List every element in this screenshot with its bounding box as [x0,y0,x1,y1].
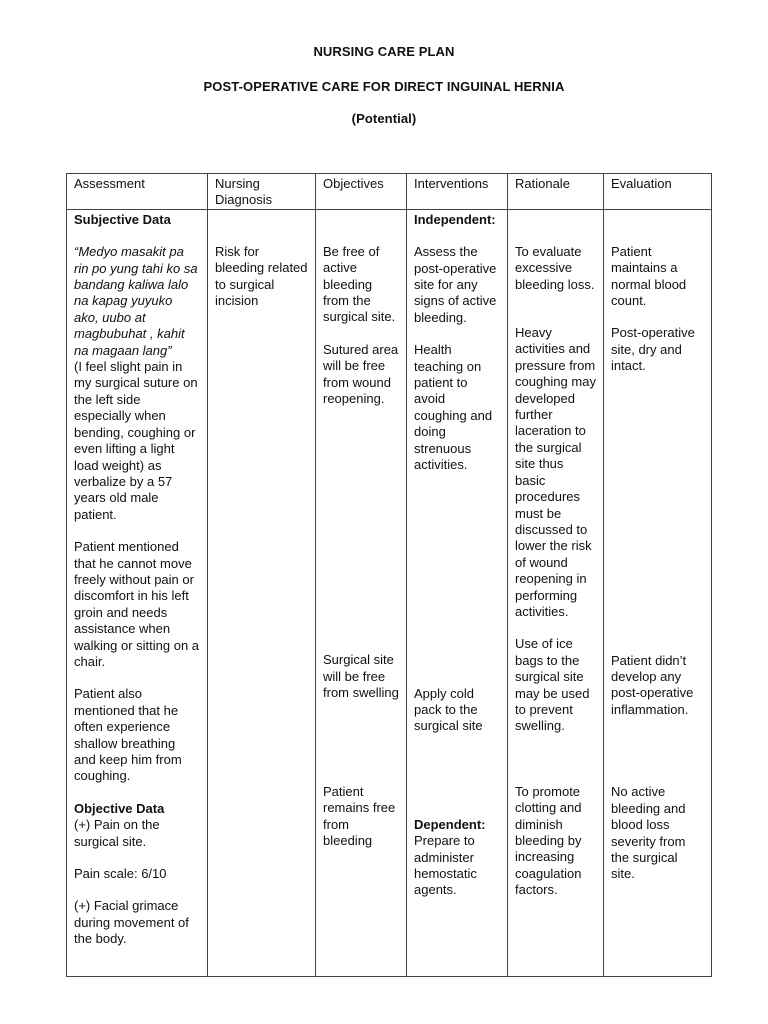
rationale-item: Heavy activities and pressure from coughing may developed further laceration to the surgical site thus basic procedures must be discussed to lower the risk of wound reopening in performing activities. [515,325,596,619]
header-evaluation: Evaluation [604,174,712,210]
dependent-heading: Dependent: [414,816,486,832]
interventions-cell [407,209,508,976]
table-body-row [67,209,712,976]
objectives-cell [316,209,407,976]
assessment-note-mobility: Patient mentioned that he cannot move freely without pain or discomfort in his left groin and needs assistance when walking or sitting on a chair. [74,539,200,669]
header-nursing-diagnosis: Nursing Diagnosis [208,174,316,210]
care-plan-category: (Potential) [351,111,417,126]
subjective-data-heading: Subjective Data [74,211,171,227]
rationale-item: To evaluate excessive bleeding loss. [515,243,595,292]
care-plan-table [66,173,712,977]
header-objectives: Objectives [316,174,407,210]
evaluation-item: Post-operative site, dry and intact. [611,325,695,374]
objective-pain: (+) Pain on the surgical site. [74,817,160,849]
table-header-row [67,174,712,210]
intervention-item: Health teaching on patient to avoid coughing and doing strenuous activities. [414,342,493,473]
evaluation-item: No active bleeding and blood loss severity from the surgical site. [611,784,686,882]
assessment-note-breathing: Patient also mentioned that he often experience shallow breathing and keep him from coughing. [74,686,182,784]
rationale-item: To promote clotting and diminish bleeding by increasing coagulation factors. [515,783,582,898]
rationale-item: Use of ice bags to the surgical site may be used to prevent swelling. [515,636,590,734]
assessment-cell [67,209,208,976]
rationale-cell [508,209,604,976]
objective-item: Be free of active bleeding from the surgical site. [323,243,396,325]
objective-item: Surgical site will be free from swelling [323,652,399,701]
evaluation-cell [604,209,712,976]
header-assessment: Assessment [67,174,208,210]
document-subtitle: POST-OPERATIVE CARE FOR DIRECT INGUINAL HERNIA [203,79,565,94]
intervention-item: Apply cold pack to the surgical site [414,685,483,734]
diagnosis-cell [208,209,316,976]
nursing-diagnosis-text: Risk for bleeding related to surgical incision [215,243,308,309]
objective-pain-scale: Pain scale: 6/10 [74,866,167,882]
header-interventions: Interventions [407,174,508,210]
evaluation-item: Patient maintains a normal blood count. [611,243,687,309]
objective-item: Sutured area will be free from wound reopening. [323,341,399,407]
evaluation-item: Patient didn’t develop any post-operative inflammation. [611,652,694,717]
document-title: NURSING CARE PLAN [313,44,455,59]
header-rationale: Rationale [508,174,604,210]
intervention-item: Prepare to administer hemostatic agents. [414,833,477,898]
quote-translation: (I feel slight pain in my surgical suture on the left side especially when bending, coughing or even lifting a light load weight) as verbalize by a 57 years old male patient. [74,359,198,522]
objective-data-heading: Objective Data [74,800,165,816]
intervention-item: Assess the post-operative site for any signs of active bleeding. [414,244,497,325]
patient-quote: “Medyo masakit pa rin po yung tahi ko sa bandang kaliwa lalo na kapag yuyuko ako, uubo at magbubuhat , kahit na magaan lang” [74,244,198,358]
independent-heading: Independent: [414,211,496,227]
objective-facial-grimace: (+) Facial grimace during movement of the body. [74,898,189,947]
objective-item: Patient remains free from bleeding [323,783,396,848]
